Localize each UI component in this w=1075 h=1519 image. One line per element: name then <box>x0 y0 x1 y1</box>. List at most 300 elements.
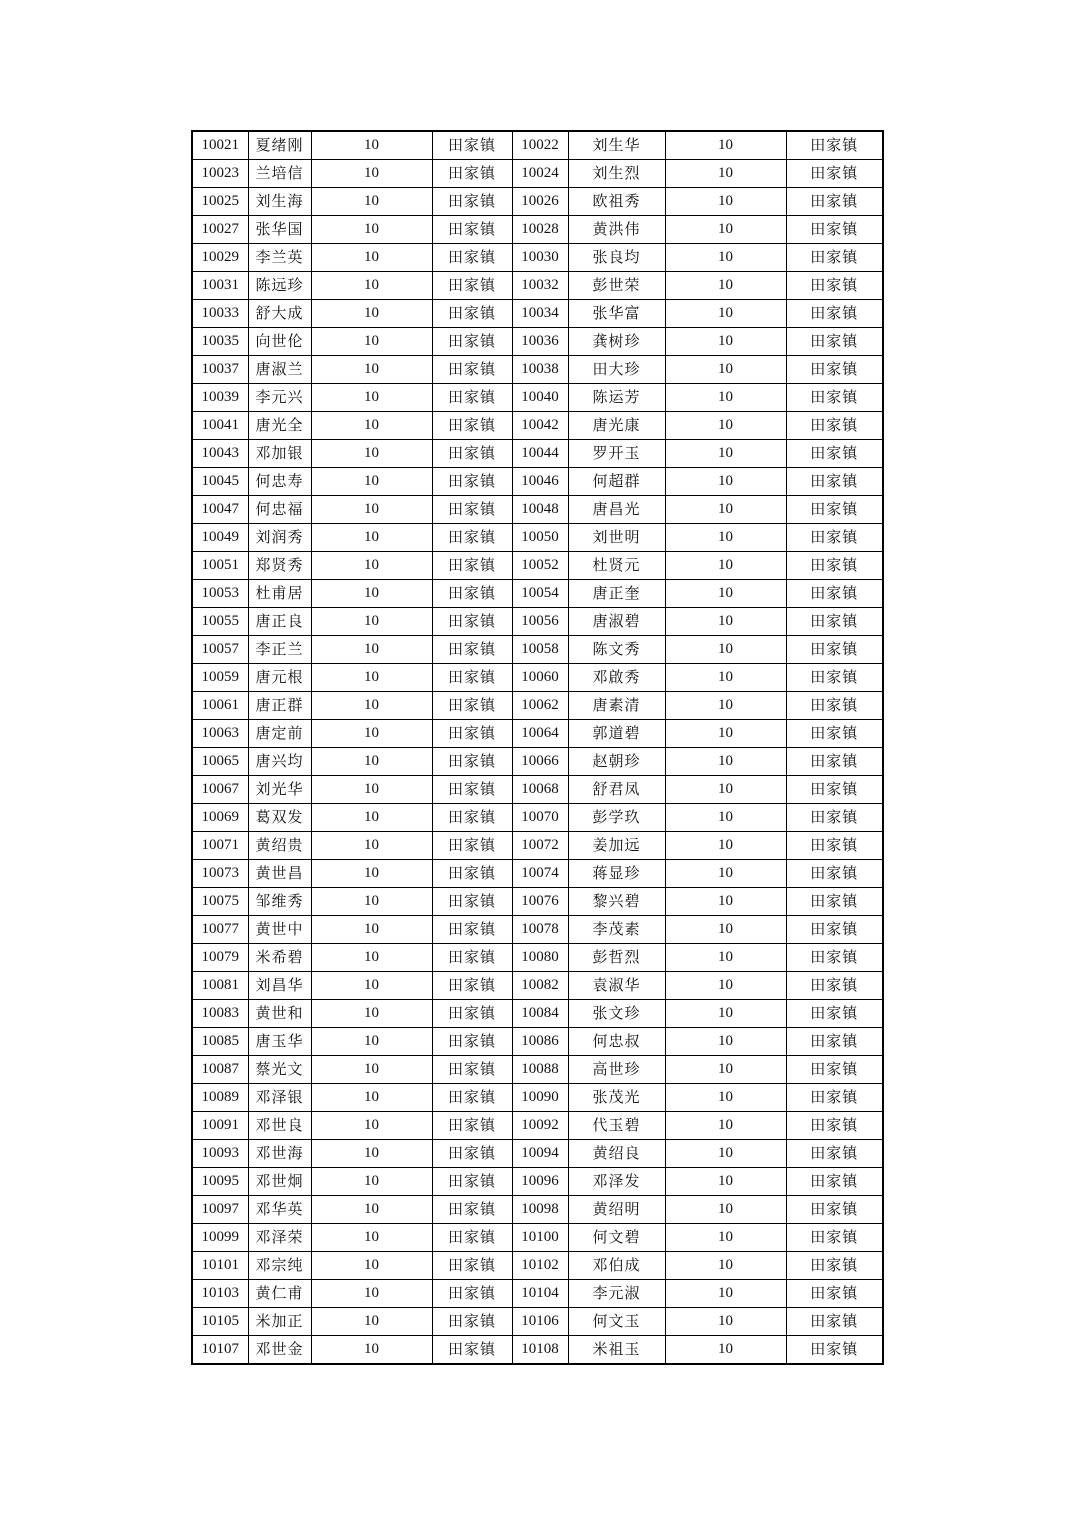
person-name-cell: 黄世昌 <box>248 860 311 888</box>
town-name-cell: 田家镇 <box>786 1028 883 1056</box>
table-row <box>192 888 883 916</box>
record-id-cell: 10089 <box>192 1084 248 1112</box>
amount-cell: 10 <box>311 1308 432 1336</box>
amount-cell: 10 <box>665 580 786 608</box>
record-id-cell: 10105 <box>192 1308 248 1336</box>
record-id-cell: 10039 <box>192 384 248 412</box>
amount-cell: 10 <box>311 552 432 580</box>
amount-cell: 10 <box>665 244 786 272</box>
town-name-cell: 田家镇 <box>432 1028 512 1056</box>
amount-cell: 10 <box>311 748 432 776</box>
amount-cell: 10 <box>311 916 432 944</box>
amount-cell: 10 <box>311 860 432 888</box>
record-id-cell: 10093 <box>192 1140 248 1168</box>
person-name-cell: 向世伦 <box>248 328 311 356</box>
amount-cell: 10 <box>311 1140 432 1168</box>
table-row <box>192 608 883 636</box>
amount-cell: 10 <box>665 692 786 720</box>
record-id-cell: 10067 <box>192 776 248 804</box>
town-name-cell: 田家镇 <box>432 888 512 916</box>
town-name-cell: 田家镇 <box>432 832 512 860</box>
record-id-cell: 10022 <box>512 131 568 160</box>
table-row <box>192 384 883 412</box>
town-name-cell: 田家镇 <box>432 216 512 244</box>
table-row <box>192 776 883 804</box>
town-name-cell: 田家镇 <box>786 1084 883 1112</box>
table-row <box>192 1252 883 1280</box>
town-name-cell: 田家镇 <box>786 216 883 244</box>
person-name-cell: 彭学玖 <box>568 804 665 832</box>
record-id-cell: 10047 <box>192 496 248 524</box>
town-name-cell: 田家镇 <box>786 720 883 748</box>
amount-cell: 10 <box>311 272 432 300</box>
person-name-cell: 邓泽发 <box>568 1168 665 1196</box>
record-id-cell: 10043 <box>192 440 248 468</box>
town-name-cell: 田家镇 <box>786 160 883 188</box>
record-id-cell: 10074 <box>512 860 568 888</box>
town-name-cell: 田家镇 <box>432 608 512 636</box>
person-name-cell: 唐定前 <box>248 720 311 748</box>
town-name-cell: 田家镇 <box>786 272 883 300</box>
amount-cell: 10 <box>665 860 786 888</box>
amount-cell: 10 <box>311 1252 432 1280</box>
record-id-cell: 10038 <box>512 356 568 384</box>
town-name-cell: 田家镇 <box>786 468 883 496</box>
table-row <box>192 1056 883 1084</box>
person-name-cell: 陈运芳 <box>568 384 665 412</box>
amount-cell: 10 <box>665 1168 786 1196</box>
person-name-cell: 姜加远 <box>568 832 665 860</box>
person-name-cell: 陈远珍 <box>248 272 311 300</box>
record-id-cell: 10062 <box>512 692 568 720</box>
person-name-cell: 唐淑兰 <box>248 356 311 384</box>
person-name-cell: 邓宗纯 <box>248 1252 311 1280</box>
town-name-cell: 田家镇 <box>432 412 512 440</box>
person-name-cell: 黄世和 <box>248 1000 311 1028</box>
town-name-cell: 田家镇 <box>786 804 883 832</box>
person-name-cell: 米祖玉 <box>568 1336 665 1365</box>
town-name-cell: 田家镇 <box>432 384 512 412</box>
person-name-cell: 张华富 <box>568 300 665 328</box>
amount-cell: 10 <box>311 384 432 412</box>
person-name-cell: 邓世海 <box>248 1140 311 1168</box>
record-id-cell: 10045 <box>192 468 248 496</box>
town-name-cell: 田家镇 <box>786 1140 883 1168</box>
town-name-cell: 田家镇 <box>786 412 883 440</box>
table-row <box>192 216 883 244</box>
town-name-cell: 田家镇 <box>786 188 883 216</box>
amount-cell: 10 <box>311 440 432 468</box>
record-id-cell: 10071 <box>192 832 248 860</box>
town-name-cell: 田家镇 <box>786 244 883 272</box>
record-id-cell: 10083 <box>192 1000 248 1028</box>
person-name-cell: 邓伯成 <box>568 1252 665 1280</box>
person-name-cell: 舒大成 <box>248 300 311 328</box>
record-id-cell: 10051 <box>192 552 248 580</box>
person-name-cell: 龚树珍 <box>568 328 665 356</box>
amount-cell: 10 <box>311 664 432 692</box>
person-name-cell: 田大珍 <box>568 356 665 384</box>
person-name-cell: 邓泽银 <box>248 1084 311 1112</box>
person-name-cell: 何超群 <box>568 468 665 496</box>
person-name-cell: 蒋显珍 <box>568 860 665 888</box>
amount-cell: 10 <box>665 188 786 216</box>
amount-cell: 10 <box>665 552 786 580</box>
amount-cell: 10 <box>311 216 432 244</box>
person-name-cell: 代玉碧 <box>568 1112 665 1140</box>
person-name-cell: 李元淑 <box>568 1280 665 1308</box>
record-id-cell: 10061 <box>192 692 248 720</box>
amount-cell: 10 <box>665 720 786 748</box>
amount-cell: 10 <box>311 1084 432 1112</box>
town-name-cell: 田家镇 <box>432 1084 512 1112</box>
amount-cell: 10 <box>665 216 786 244</box>
record-id-cell: 10064 <box>512 720 568 748</box>
person-name-cell: 李正兰 <box>248 636 311 664</box>
record-id-cell: 10082 <box>512 972 568 1000</box>
town-name-cell: 田家镇 <box>432 272 512 300</box>
person-name-cell: 郑贤秀 <box>248 552 311 580</box>
record-id-cell: 10104 <box>512 1280 568 1308</box>
record-id-cell: 10102 <box>512 1252 568 1280</box>
table-row <box>192 244 883 272</box>
amount-cell: 10 <box>311 1168 432 1196</box>
person-name-cell: 郭道碧 <box>568 720 665 748</box>
record-id-cell: 10028 <box>512 216 568 244</box>
record-id-cell: 10060 <box>512 664 568 692</box>
town-name-cell: 田家镇 <box>786 608 883 636</box>
amount-cell: 10 <box>311 1224 432 1252</box>
town-name-cell: 田家镇 <box>432 496 512 524</box>
table-row <box>192 328 883 356</box>
table-row <box>192 916 883 944</box>
table-row <box>192 664 883 692</box>
town-name-cell: 田家镇 <box>786 1056 883 1084</box>
record-id-cell: 10026 <box>512 188 568 216</box>
amount-cell: 10 <box>665 1252 786 1280</box>
town-name-cell: 田家镇 <box>432 1000 512 1028</box>
town-name-cell: 田家镇 <box>786 1168 883 1196</box>
table-row <box>192 524 883 552</box>
table-row <box>192 160 883 188</box>
record-id-cell: 10055 <box>192 608 248 636</box>
amount-cell: 10 <box>311 1336 432 1365</box>
record-id-cell: 10053 <box>192 580 248 608</box>
table-row <box>192 1280 883 1308</box>
record-id-cell: 10041 <box>192 412 248 440</box>
person-name-cell: 唐玉华 <box>248 1028 311 1056</box>
person-name-cell: 邓华英 <box>248 1196 311 1224</box>
record-id-cell: 10095 <box>192 1168 248 1196</box>
amount-cell: 10 <box>665 972 786 1000</box>
record-id-cell: 10046 <box>512 468 568 496</box>
table-row <box>192 1000 883 1028</box>
amount-cell: 10 <box>665 412 786 440</box>
record-id-cell: 10078 <box>512 916 568 944</box>
amount-cell: 10 <box>311 1196 432 1224</box>
amount-cell: 10 <box>665 468 786 496</box>
town-name-cell: 田家镇 <box>786 496 883 524</box>
record-id-cell: 10097 <box>192 1196 248 1224</box>
record-id-cell: 10033 <box>192 300 248 328</box>
record-id-cell: 10036 <box>512 328 568 356</box>
record-id-cell: 10100 <box>512 1224 568 1252</box>
person-name-cell: 何忠寿 <box>248 468 311 496</box>
record-id-cell: 10079 <box>192 944 248 972</box>
record-id-cell: 10068 <box>512 776 568 804</box>
amount-cell: 10 <box>665 888 786 916</box>
person-name-cell: 唐素清 <box>568 692 665 720</box>
record-id-cell: 10075 <box>192 888 248 916</box>
record-id-cell: 10059 <box>192 664 248 692</box>
table-row <box>192 748 883 776</box>
record-id-cell: 10034 <box>512 300 568 328</box>
table-row <box>192 1224 883 1252</box>
amount-cell: 10 <box>311 524 432 552</box>
person-name-cell: 刘生华 <box>568 131 665 160</box>
town-name-cell: 田家镇 <box>432 1252 512 1280</box>
person-name-cell: 邓世金 <box>248 1336 311 1365</box>
amount-cell: 10 <box>311 160 432 188</box>
record-id-cell: 10044 <box>512 440 568 468</box>
record-id-cell: 10085 <box>192 1028 248 1056</box>
town-name-cell: 田家镇 <box>432 468 512 496</box>
person-name-cell: 黎兴碧 <box>568 888 665 916</box>
record-id-cell: 10058 <box>512 636 568 664</box>
town-name-cell: 田家镇 <box>786 524 883 552</box>
record-id-cell: 10101 <box>192 1252 248 1280</box>
record-id-cell: 10031 <box>192 272 248 300</box>
town-name-cell: 田家镇 <box>786 860 883 888</box>
record-id-cell: 10069 <box>192 804 248 832</box>
person-name-cell: 何忠福 <box>248 496 311 524</box>
amount-cell: 10 <box>665 776 786 804</box>
table-row <box>192 1112 883 1140</box>
amount-cell: 10 <box>665 1196 786 1224</box>
record-id-cell: 10049 <box>192 524 248 552</box>
person-name-cell: 邓啟秀 <box>568 664 665 692</box>
amount-cell: 10 <box>311 131 432 160</box>
town-name-cell: 田家镇 <box>786 1000 883 1028</box>
amount-cell: 10 <box>665 608 786 636</box>
town-name-cell: 田家镇 <box>786 776 883 804</box>
person-name-cell: 黄绍贵 <box>248 832 311 860</box>
record-id-cell: 10025 <box>192 188 248 216</box>
record-id-cell: 10080 <box>512 944 568 972</box>
record-id-cell: 10072 <box>512 832 568 860</box>
amount-cell: 10 <box>665 300 786 328</box>
record-id-cell: 10035 <box>192 328 248 356</box>
record-id-cell: 10099 <box>192 1224 248 1252</box>
town-name-cell: 田家镇 <box>786 1196 883 1224</box>
person-name-cell: 邹维秀 <box>248 888 311 916</box>
town-name-cell: 田家镇 <box>786 664 883 692</box>
record-id-cell: 10077 <box>192 916 248 944</box>
town-name-cell: 田家镇 <box>432 328 512 356</box>
record-id-cell: 10108 <box>512 1336 568 1365</box>
town-name-cell: 田家镇 <box>786 131 883 160</box>
person-name-cell: 杜贤元 <box>568 552 665 580</box>
person-name-cell: 刘昌华 <box>248 972 311 1000</box>
table-row <box>192 580 883 608</box>
table-row <box>192 440 883 468</box>
town-name-cell: 田家镇 <box>432 860 512 888</box>
amount-cell: 10 <box>311 776 432 804</box>
town-name-cell: 田家镇 <box>432 944 512 972</box>
record-id-cell: 10029 <box>192 244 248 272</box>
record-id-cell: 10106 <box>512 1308 568 1336</box>
person-name-cell: 刘世明 <box>568 524 665 552</box>
amount-cell: 10 <box>311 188 432 216</box>
record-id-cell: 10081 <box>192 972 248 1000</box>
amount-cell: 10 <box>311 1000 432 1028</box>
record-id-cell: 10087 <box>192 1056 248 1084</box>
town-name-cell: 田家镇 <box>432 1280 512 1308</box>
table-row <box>192 636 883 664</box>
record-id-cell: 10032 <box>512 272 568 300</box>
town-name-cell: 田家镇 <box>432 1308 512 1336</box>
person-name-cell: 黄洪伟 <box>568 216 665 244</box>
person-name-cell: 舒君凤 <box>568 776 665 804</box>
person-name-cell: 刘光华 <box>248 776 311 804</box>
town-name-cell: 田家镇 <box>786 384 883 412</box>
person-name-cell: 唐正群 <box>248 692 311 720</box>
town-name-cell: 田家镇 <box>786 580 883 608</box>
table-row <box>192 1028 883 1056</box>
table-row <box>192 1308 883 1336</box>
person-name-cell: 黄绍明 <box>568 1196 665 1224</box>
town-name-cell: 田家镇 <box>432 1168 512 1196</box>
town-name-cell: 田家镇 <box>786 972 883 1000</box>
amount-cell: 10 <box>665 944 786 972</box>
amount-cell: 10 <box>311 944 432 972</box>
town-name-cell: 田家镇 <box>786 888 883 916</box>
town-name-cell: 田家镇 <box>786 328 883 356</box>
person-name-cell: 蔡光文 <box>248 1056 311 1084</box>
amount-cell: 10 <box>665 496 786 524</box>
amount-cell: 10 <box>311 832 432 860</box>
record-id-cell: 10103 <box>192 1280 248 1308</box>
amount-cell: 10 <box>665 1140 786 1168</box>
table-row <box>192 300 883 328</box>
record-id-cell: 10107 <box>192 1336 248 1365</box>
person-name-cell: 米希碧 <box>248 944 311 972</box>
person-name-cell: 何忠叔 <box>568 1028 665 1056</box>
amount-cell: 10 <box>665 1084 786 1112</box>
table-row <box>192 692 883 720</box>
amount-cell: 10 <box>311 720 432 748</box>
town-name-cell: 田家镇 <box>786 1336 883 1365</box>
person-name-cell: 张文珍 <box>568 1000 665 1028</box>
person-name-cell: 黄绍良 <box>568 1140 665 1168</box>
amount-cell: 10 <box>311 328 432 356</box>
town-name-cell: 田家镇 <box>786 832 883 860</box>
town-name-cell: 田家镇 <box>786 748 883 776</box>
town-name-cell: 田家镇 <box>786 916 883 944</box>
roster-table <box>191 130 884 1365</box>
record-id-cell: 10030 <box>512 244 568 272</box>
record-id-cell: 10098 <box>512 1196 568 1224</box>
town-name-cell: 田家镇 <box>432 188 512 216</box>
record-id-cell: 10094 <box>512 1140 568 1168</box>
table-row <box>192 804 883 832</box>
record-id-cell: 10096 <box>512 1168 568 1196</box>
person-name-cell: 何文碧 <box>568 1224 665 1252</box>
town-name-cell: 田家镇 <box>432 1336 512 1365</box>
amount-cell: 10 <box>665 328 786 356</box>
person-name-cell: 米加正 <box>248 1308 311 1336</box>
town-name-cell: 田家镇 <box>786 1224 883 1252</box>
record-id-cell: 10091 <box>192 1112 248 1140</box>
person-name-cell: 李元兴 <box>248 384 311 412</box>
town-name-cell: 田家镇 <box>786 300 883 328</box>
town-name-cell: 田家镇 <box>786 552 883 580</box>
town-name-cell: 田家镇 <box>432 720 512 748</box>
person-name-cell: 黄世中 <box>248 916 311 944</box>
town-name-cell: 田家镇 <box>432 1224 512 1252</box>
amount-cell: 10 <box>665 1056 786 1084</box>
person-name-cell: 袁淑华 <box>568 972 665 1000</box>
amount-cell: 10 <box>665 272 786 300</box>
person-name-cell: 刘润秀 <box>248 524 311 552</box>
amount-cell: 10 <box>311 300 432 328</box>
table-body <box>192 131 883 1364</box>
amount-cell: 10 <box>665 440 786 468</box>
town-name-cell: 田家镇 <box>432 804 512 832</box>
table-row <box>192 972 883 1000</box>
amount-cell: 10 <box>665 160 786 188</box>
record-id-cell: 10088 <box>512 1056 568 1084</box>
town-name-cell: 田家镇 <box>432 1056 512 1084</box>
town-name-cell: 田家镇 <box>432 1140 512 1168</box>
record-id-cell: 10092 <box>512 1112 568 1140</box>
person-name-cell: 罗开玉 <box>568 440 665 468</box>
record-id-cell: 10084 <box>512 1000 568 1028</box>
person-name-cell: 邓世良 <box>248 1112 311 1140</box>
person-name-cell: 邓世炯 <box>248 1168 311 1196</box>
town-name-cell: 田家镇 <box>432 440 512 468</box>
amount-cell: 10 <box>665 748 786 776</box>
amount-cell: 10 <box>311 244 432 272</box>
person-name-cell: 唐淑碧 <box>568 608 665 636</box>
record-id-cell: 10040 <box>512 384 568 412</box>
amount-cell: 10 <box>311 692 432 720</box>
table-row <box>192 720 883 748</box>
amount-cell: 10 <box>311 608 432 636</box>
town-name-cell: 田家镇 <box>432 356 512 384</box>
town-name-cell: 田家镇 <box>432 131 512 160</box>
table-row <box>192 1168 883 1196</box>
amount-cell: 10 <box>665 636 786 664</box>
town-name-cell: 田家镇 <box>786 440 883 468</box>
table-row <box>192 1196 883 1224</box>
person-name-cell: 刘生烈 <box>568 160 665 188</box>
table-row <box>192 131 883 160</box>
amount-cell: 10 <box>311 356 432 384</box>
amount-cell: 10 <box>665 524 786 552</box>
town-name-cell: 田家镇 <box>786 1280 883 1308</box>
person-name-cell: 邓泽荣 <box>248 1224 311 1252</box>
town-name-cell: 田家镇 <box>432 972 512 1000</box>
person-name-cell: 唐正奎 <box>568 580 665 608</box>
record-id-cell: 10050 <box>512 524 568 552</box>
table-row <box>192 1336 883 1365</box>
person-name-cell: 唐正良 <box>248 608 311 636</box>
town-name-cell: 田家镇 <box>786 636 883 664</box>
table-row <box>192 944 883 972</box>
record-id-cell: 10023 <box>192 160 248 188</box>
town-name-cell: 田家镇 <box>786 944 883 972</box>
